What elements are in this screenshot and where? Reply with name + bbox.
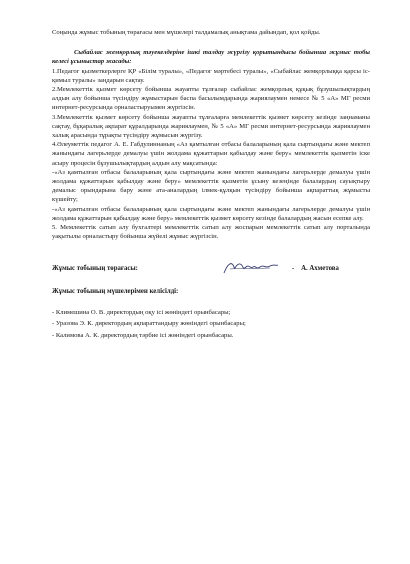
member-item: - Уразова Э. К. директордың ақпараттандыру жөніндегі орынбасары; [52, 320, 246, 328]
chair-name: - А. Ахметова [292, 265, 339, 273]
recommendation-3: 3.Мемлекеттік қызмет көрсету бойынша жауапты тұлғаларға мемлекеттік қызмет көрсету кезінде заңнаманы сақтау, бұқаралық ақпарат құралдарында жариялаумен, № 5 «А» МГ ресми интернет-ресурсында жариялаумен халық арасында тұрақты түсіндіру жұмысын жүргізу. [52, 113, 370, 140]
handwritten-signature [220, 257, 282, 279]
recommendation-4-item-1: -«Аз қамтылған отбасы балаларының қала сыртындағы және мектеп жанындағы лагерьлерде демалуы үшін жолдама құжаттарын қабылдау және беру» мемлекеттік қызметін ұсыну кезеңінде балалардың сауықтыру демалыс орындарына бару және ата-аналардың ілмек-құлқын түсіндіру бойынша ақпараттық жұмысты күшейту; [52, 168, 370, 204]
recommendation-4-item-2: -«Аз қамтылған отбасы балаларының қала сыртындағы және мектеп жанындағы лагерьлерде демалуы үшін жолдама құжаттарын қабылдау және беру» мемлекеттік қызмет көрсету кезінде балалардың жасын есепке алу. [52, 205, 370, 222]
intro-paragraph: Соңында жұмыс тобының төрағасы мен мүшелері талдамалық анықтама дайындап, қол қойды. [52, 29, 321, 36]
member-item: - Калимова А. К. директордың тәрбие ісі жөніндегі орынбасары. [52, 332, 234, 340]
chair-label: Жұмыс тобының төрағасы: [52, 265, 138, 273]
members-title: Жұмыс тобының мүшелерімен келісілді: [52, 288, 179, 296]
recommendations-heading: Сыбайлас жемқорлық тәуекелдеріне ішкі талдау жүргізу қорытындысы бойынша жұмыс тобы келесі ұсыныстар жасады: [52, 49, 370, 66]
recommendation-5: 5. Мемлекеттік сатып алу бухгалтері мемлекеттік сатып алу жоспарын мемлекеттік сатып алу порталында уақытылы орналастыру бойынша жүйелі жұмыс жүргізсін. [52, 224, 370, 241]
recommendation-1: 1.Педагог қызметкерлерге ҚР «Білім туралы», «Педагог мәртебесі туралы», «Сыбайлас жемқорлыққа қарсы іс-қимыл туралы» заңдарын сақтау. [52, 67, 370, 84]
member-item: - Климешина О. В. директордың оқу ісі жөніндегі орынбасары; [52, 308, 231, 316]
recommendation-2: 2.Мемлекеттік қызмет көрсету бойынша жауапты тұлғалар сыбайлас жемқорлық құқық бұзушылықтардың алдын алу бойынша түсіндіру жұмыстарын баспа басылымдарында жариялаумен немесе № 5 «А» МГ ресми интернет-ресурсында орналастыруымен жүргізсін. [52, 86, 370, 112]
recommendation-4: 4.Әлеуметтік педагог А. Е. Габдулиннаның «Аз қамтылған отбасы балаларының қала сыртындағы және мектеп жанындағы лагерьлерде демалуы үшін жолдама құжаттарын қабылдау және беру» мемлекеттік қызметін іске асыру процесін бұзушылықтардың алдын алу мақсатында: [52, 141, 370, 167]
document-page [52, 28, 370, 342]
signature-row [52, 257, 370, 281]
